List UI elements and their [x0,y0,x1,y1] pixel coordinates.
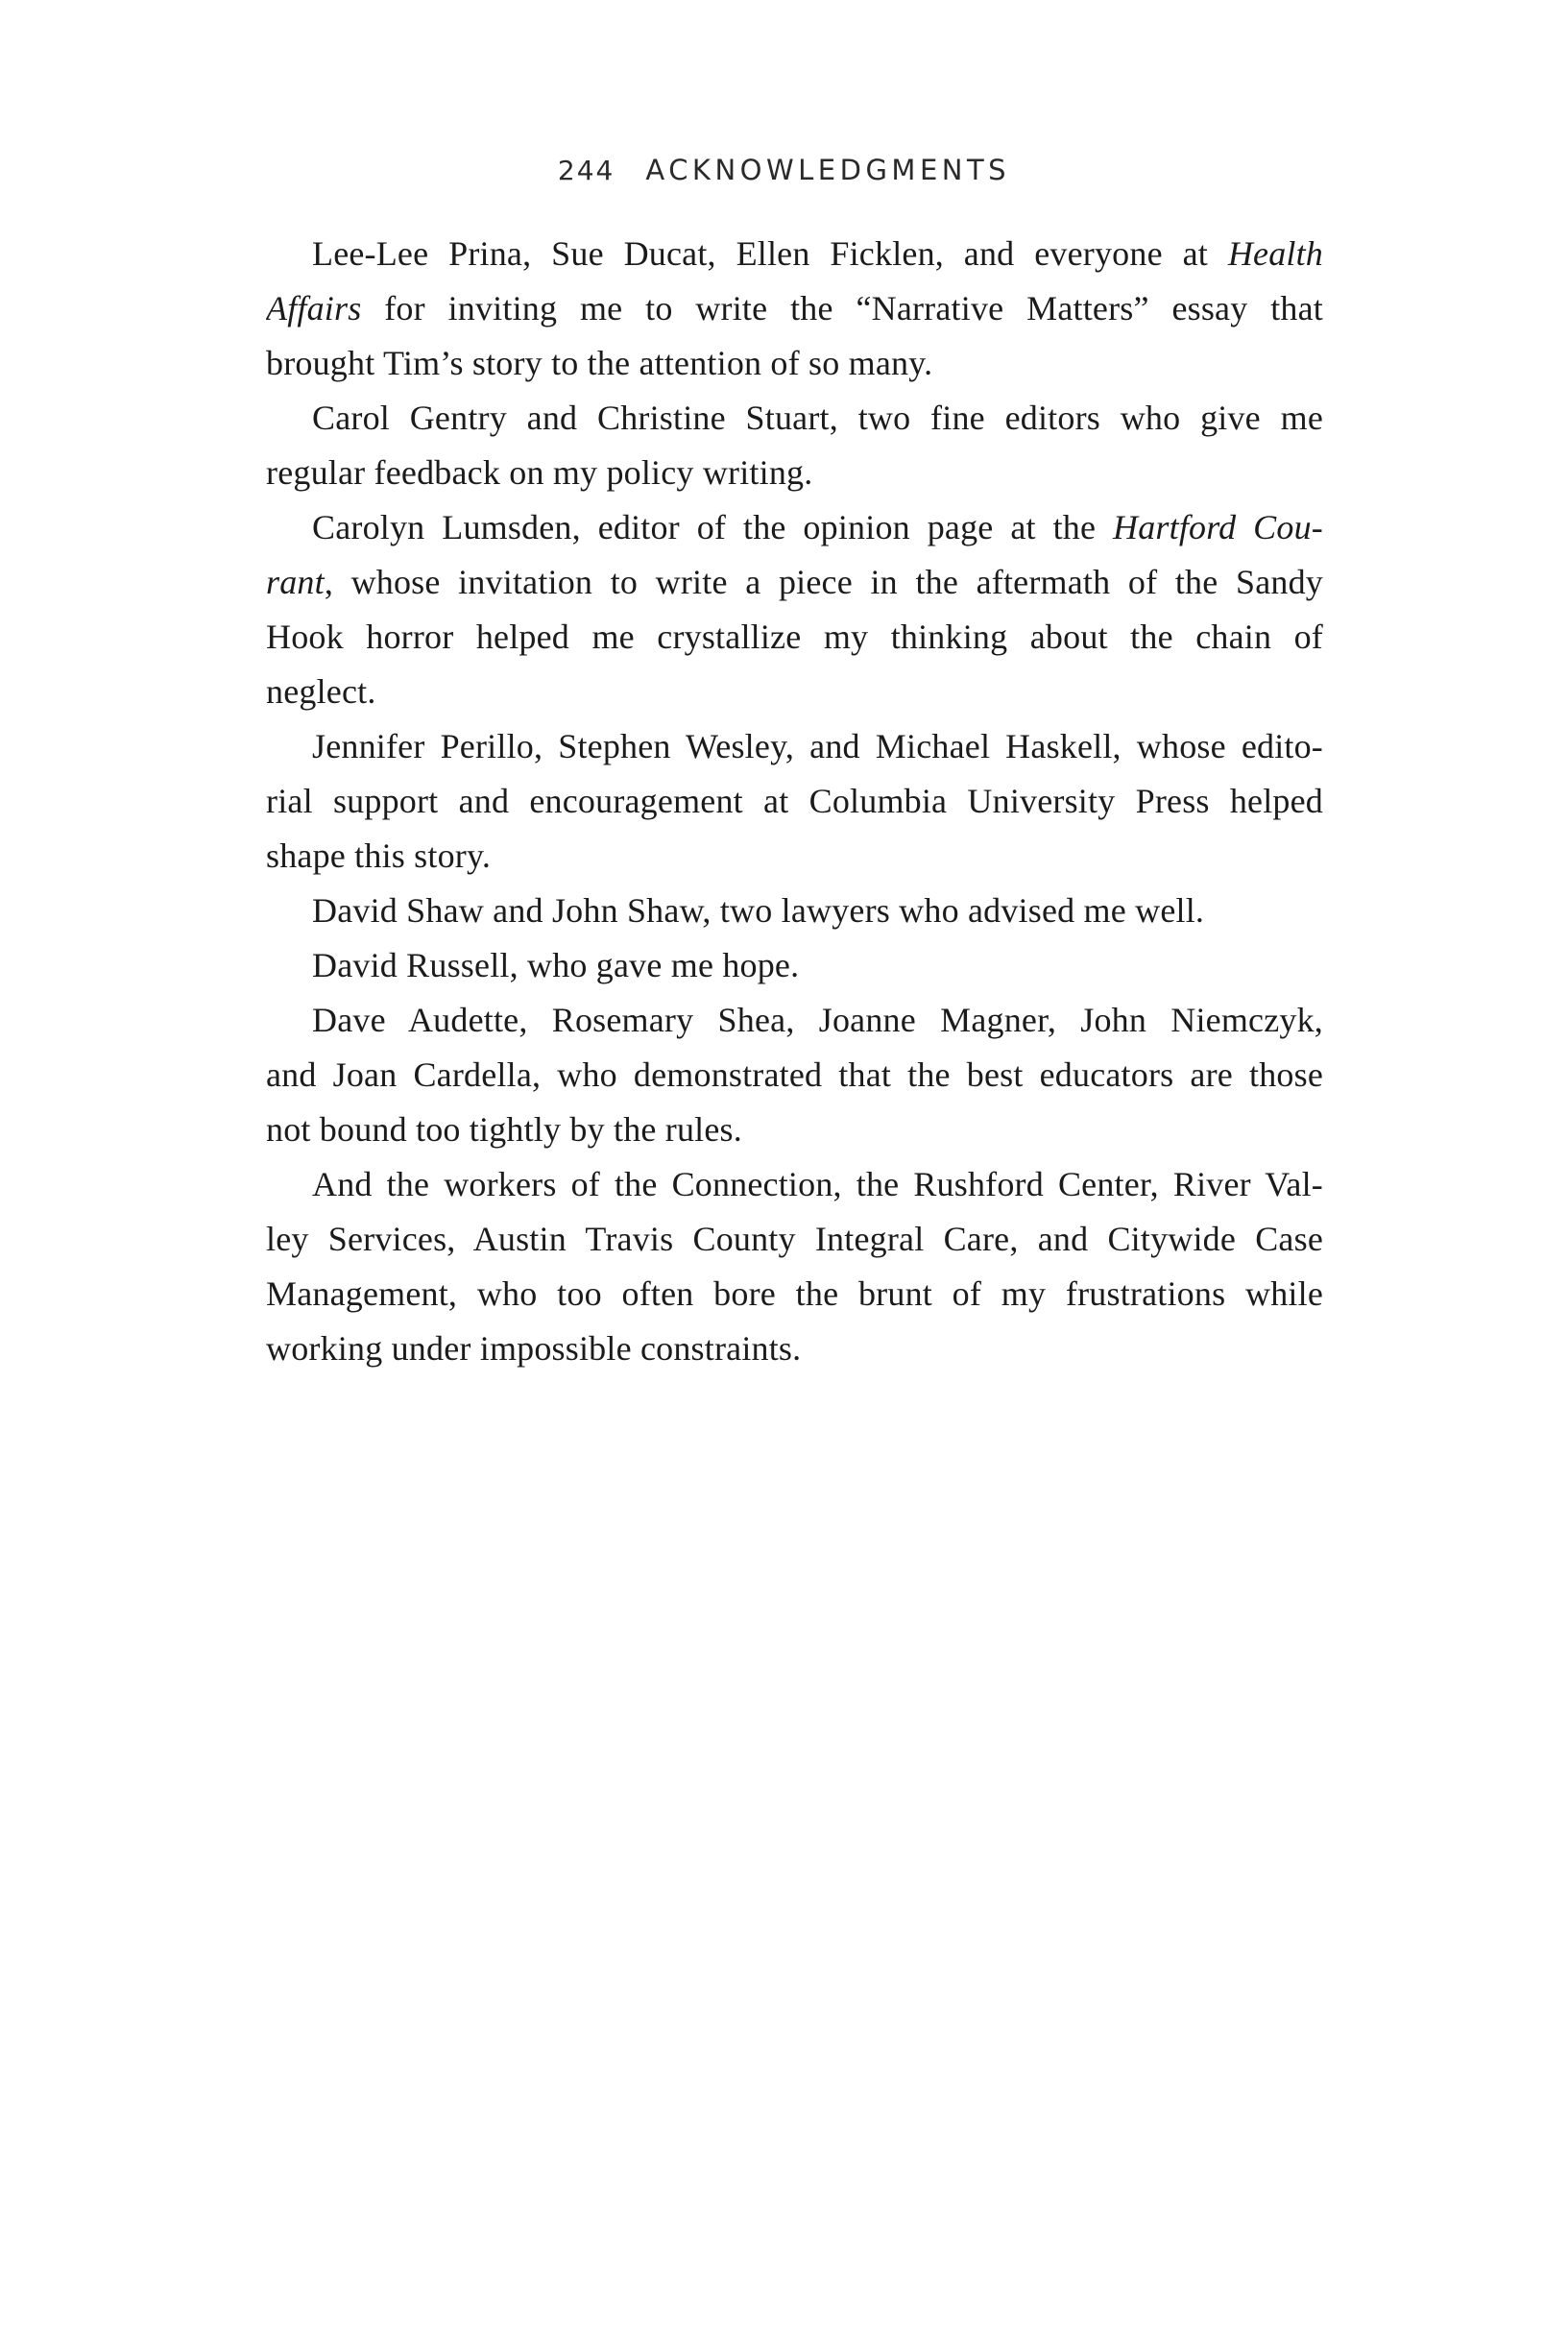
text-run: David Russell, who gave me hope. [312,946,800,984]
text-run: Management, who too often bore the brunt of my frustrations while [266,1274,1323,1313]
text-line [266,555,1323,610]
paragraph [266,391,1323,500]
text-line [266,281,1323,336]
page-number: 244 [557,155,615,186]
text-line [266,336,1323,391]
text-run: not bound too tightly by the rules. [266,1110,742,1149]
text-line [266,719,1323,774]
text-run: Lee-Lee Prina, Sue Ducat, Ellen Ficklen, and everyone at [312,234,1228,273]
paragraph [266,719,1323,884]
italic-text-run: Affairs [266,289,362,327]
text-line [266,500,1323,555]
text-line [266,1103,1323,1157]
text-run: , whose invitation to write a piece in the aftermath of the Sandy [324,563,1323,601]
paragraph [266,1157,1323,1376]
text-line [266,391,1323,446]
italic-text-run: Health [1227,234,1323,273]
text-run: Carolyn Lumsden, editor of the opinion page at the [312,508,1114,546]
text-run: rial support and encouragement at Columbia University Press helped [266,782,1323,820]
paragraph [266,884,1323,938]
text-run: neglect. [266,672,376,711]
text-run: brought Tim’s story to the attention of so many. [266,344,933,382]
text-line [266,1321,1323,1376]
text-run: Jennifer Perillo, Stephen Wesley, and Michael Haskell, whose edito- [312,727,1323,765]
text-line [266,938,1323,993]
text-line [266,1212,1323,1267]
text-run: and Joan Cardella, who demonstrated that the best educators are those [266,1055,1323,1094]
text-line [266,227,1323,281]
text-run: Dave Audette, Rosemary Shea, Joanne Magner, John Niemczyk, [312,1001,1323,1039]
paragraph [266,500,1323,719]
paragraph [266,993,1323,1157]
text-line [266,446,1323,500]
text-run: Hook horror helped me crystallize my thinking about the chain of [266,618,1323,656]
paragraph [266,938,1323,993]
text-run: shape this story. [266,837,492,875]
text-run: working under impossible constraints. [266,1329,802,1368]
paragraph [266,227,1323,391]
text-line [266,1048,1323,1103]
text-run: And the workers of the Connection, the Rushford Center, River Val- [312,1165,1323,1203]
text-run: David Shaw and John Shaw, two lawyers who advised me well. [312,891,1205,930]
italic-text-run: Hartford Cou- [1113,508,1323,546]
text-run: ley Services, Austin Travis County Integral Care, and Citywide Case [266,1220,1323,1258]
text-line [266,774,1323,829]
italic-text-run: rant [266,563,325,601]
text-line [266,1157,1323,1212]
text-run: regular feedback on my policy writing. [266,453,813,492]
text-run: Carol Gentry and Christine Stuart, two fine editors who give me [312,399,1323,437]
text-line [266,665,1323,719]
running-head [0,154,1568,186]
text-line [266,884,1323,938]
chapter-title: ACKNOWLEDGMENTS [645,154,1011,186]
text-line [266,993,1323,1048]
text-line [266,1267,1323,1321]
text-line [266,829,1323,884]
text-line [266,610,1323,665]
text-run: for inviting me to write the “Narrative Matters” essay that [361,289,1323,327]
text-block [266,227,1323,1376]
